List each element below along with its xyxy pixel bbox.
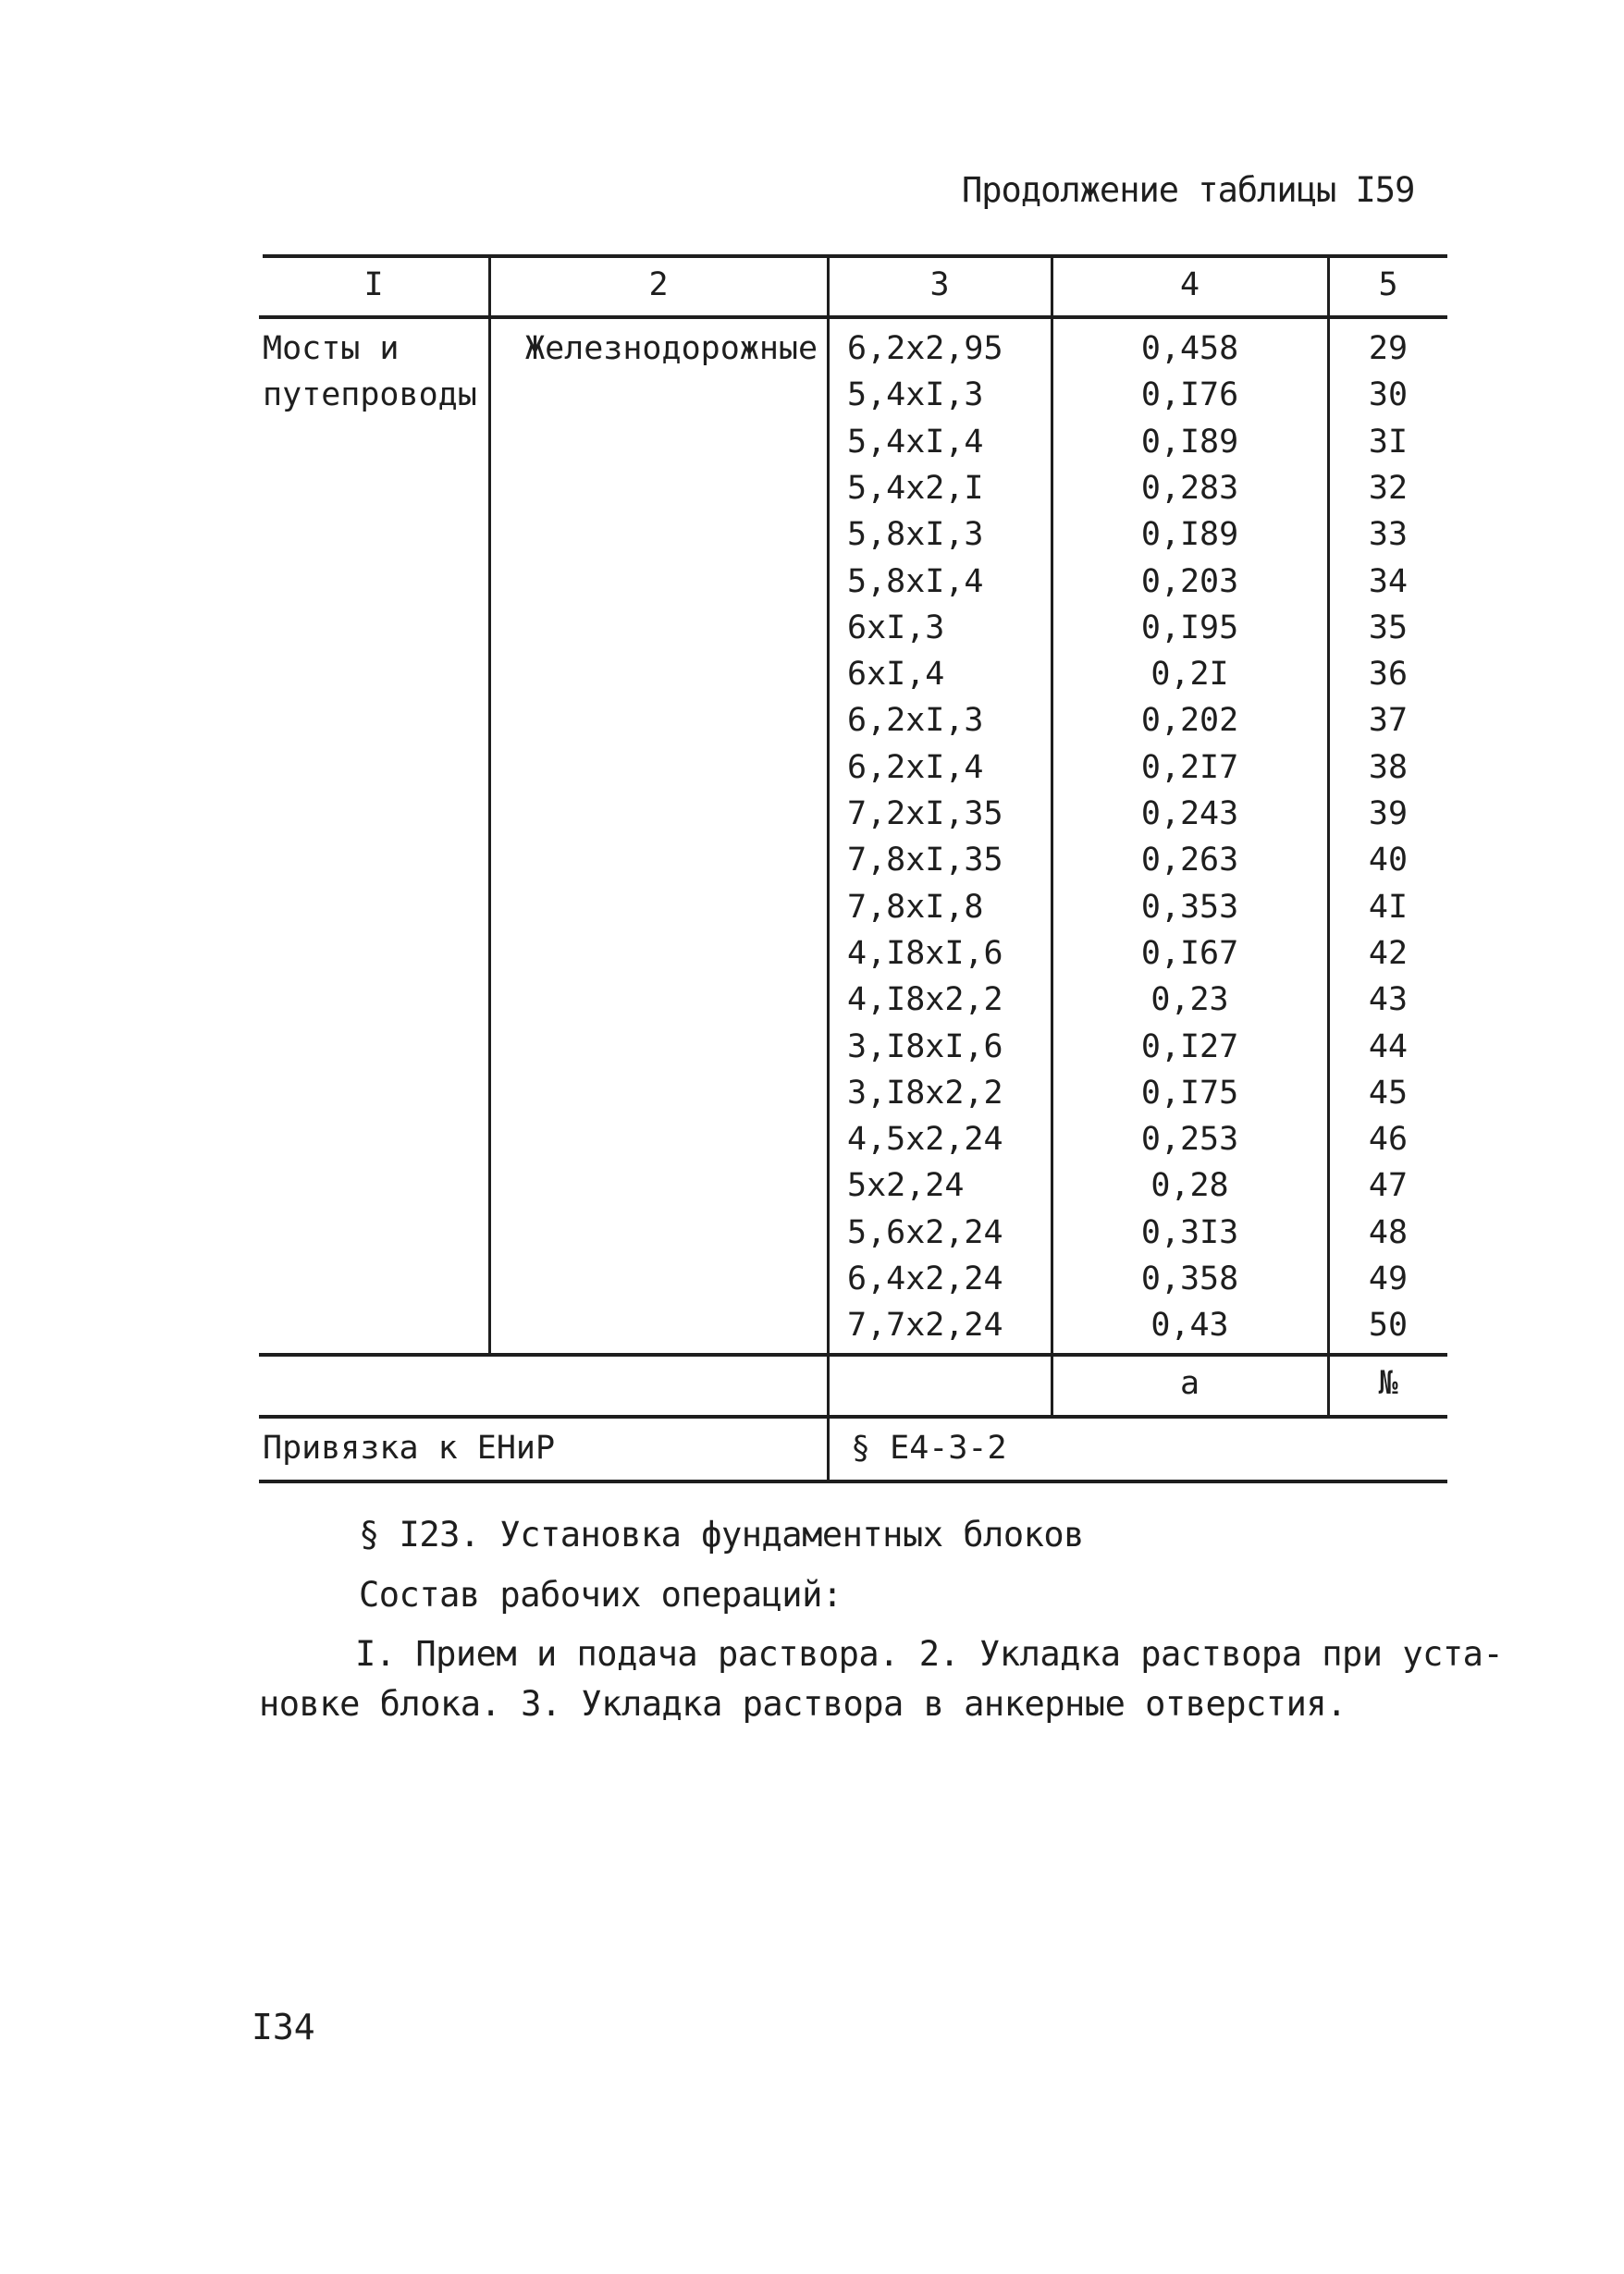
header-bottom-rule	[259, 315, 1447, 319]
binding-value: § Е4-3-2	[851, 1430, 1007, 1467]
row-coefficient: 0,458	[1140, 330, 1239, 367]
row-number: 36	[1368, 656, 1409, 694]
row-size: 7,7x2,24	[847, 1307, 1003, 1345]
header-col-2: 2	[648, 266, 669, 303]
row-number: 45	[1368, 1074, 1409, 1112]
row-coefficient: 0,I27	[1140, 1027, 1239, 1065]
row-number: 3I	[1368, 423, 1409, 461]
row-number: 50	[1368, 1307, 1409, 1345]
row-size: 5x2,24	[847, 1167, 965, 1205]
footer-bottom-rule	[259, 1415, 1447, 1419]
row-size: 5,4xI,3	[847, 376, 984, 414]
header-col-1: I	[363, 266, 384, 303]
row-size: 5,6x2,24	[847, 1213, 1003, 1251]
row-number: 35	[1368, 608, 1409, 646]
row-number: 42	[1368, 934, 1409, 972]
row-coefficient: 0,2I	[1150, 656, 1229, 694]
object-subtype: Железнодорожные	[525, 330, 818, 367]
object-type-line-1: Мосты и	[263, 330, 400, 367]
row-size: 7,8xI,35	[847, 842, 1003, 879]
row-coefficient: 0,253	[1140, 1121, 1239, 1159]
row-size: 4,5x2,24	[847, 1121, 1003, 1159]
row-coefficient: 0,2I7	[1140, 748, 1239, 786]
row-size: 5,8xI,3	[847, 516, 984, 554]
row-size: 6,2x2,95	[847, 330, 1003, 367]
header-col-3: 3	[929, 266, 950, 303]
table-caption: Продолжение таблицы I59	[962, 170, 1415, 210]
row-size: 6xI,4	[847, 656, 945, 694]
row-coefficient: 0,358	[1140, 1260, 1239, 1297]
row-number: 34	[1368, 562, 1409, 600]
row-number: 47	[1368, 1167, 1409, 1205]
row-number: 4I	[1368, 888, 1409, 926]
row-coefficient: 0,283	[1140, 469, 1239, 507]
operations-line-1: I. Прием и подача раствора. 2. Укладка раствора при уста-	[355, 1634, 1504, 1674]
row-coefficient: 0,I75	[1140, 1074, 1239, 1112]
row-coefficient: 0,23	[1150, 981, 1229, 1019]
operations-heading: Состав рабочих операций:	[359, 1575, 843, 1615]
row-size: 7,8xI,8	[847, 888, 984, 926]
row-coefficient: 0,I95	[1140, 608, 1239, 646]
row-coefficient: 0,I76	[1140, 376, 1239, 414]
row-number: 48	[1368, 1213, 1409, 1251]
row-coefficient: 0,43	[1150, 1307, 1229, 1345]
row-coefficient: 0,3I3	[1140, 1213, 1239, 1251]
row-coefficient: 0,I67	[1140, 934, 1239, 972]
row-number: 38	[1368, 748, 1409, 786]
row-size: 5,4x2,I	[847, 469, 984, 507]
header-col-5: 5	[1378, 266, 1398, 303]
footer-coefficient-label: а	[1179, 1365, 1200, 1402]
row-number: 40	[1368, 842, 1409, 879]
body-bottom-rule	[259, 1353, 1447, 1357]
row-coefficient: 0,28	[1150, 1167, 1229, 1205]
row-size: 4,I8xI,6	[847, 934, 1003, 972]
row-coefficient: 0,203	[1140, 562, 1239, 600]
page-number: I34	[252, 2007, 315, 2047]
row-size: 6,2xI,3	[847, 702, 984, 740]
row-size: 4,I8x2,2	[847, 981, 1003, 1019]
table-bottom-rule	[259, 1480, 1447, 1483]
binding-label: Привязка к ЕНиР	[263, 1430, 556, 1467]
row-coefficient: 0,263	[1140, 842, 1239, 879]
row-coefficient: 0,I89	[1140, 516, 1239, 554]
row-size: 7,2xI,35	[847, 795, 1003, 832]
row-number: 32	[1368, 469, 1409, 507]
row-number: 29	[1368, 330, 1409, 367]
row-size: 3,I8xI,6	[847, 1027, 1003, 1065]
section-title: § I23. Установка фундаментных блоков	[359, 1515, 1084, 1555]
row-size: 3,I8x2,2	[847, 1074, 1003, 1112]
row-number: 43	[1368, 981, 1409, 1019]
row-size: 6xI,3	[847, 608, 945, 646]
row-size: 5,4xI,4	[847, 423, 984, 461]
row-size: 5,8xI,4	[847, 562, 984, 600]
row-number: 37	[1368, 702, 1409, 740]
row-coefficient: 0,243	[1140, 795, 1239, 832]
data-table	[259, 254, 1447, 1484]
row-number: 44	[1368, 1027, 1409, 1065]
operations-line-2: новке блока. 3. Укладка раствора в анкерные отверстия.	[259, 1684, 1347, 1724]
row-number: 33	[1368, 516, 1409, 554]
row-number: 49	[1368, 1260, 1409, 1297]
table-top-rule	[263, 254, 1447, 258]
row-number: 46	[1368, 1121, 1409, 1159]
col-divider-1-2	[488, 254, 491, 1355]
col-divider-2-3	[827, 254, 830, 1481]
header-col-4: 4	[1179, 266, 1200, 303]
row-coefficient: 0,I89	[1140, 423, 1239, 461]
row-size: 6,4x2,24	[847, 1260, 1003, 1297]
row-size: 6,2xI,4	[847, 748, 984, 786]
object-type-line-2: путепроводы	[263, 376, 477, 413]
row-number: 30	[1368, 376, 1409, 414]
footer-number-label: №	[1378, 1365, 1398, 1402]
row-coefficient: 0,202	[1140, 702, 1239, 740]
row-coefficient: 0,353	[1140, 888, 1239, 926]
row-number: 39	[1368, 795, 1409, 832]
